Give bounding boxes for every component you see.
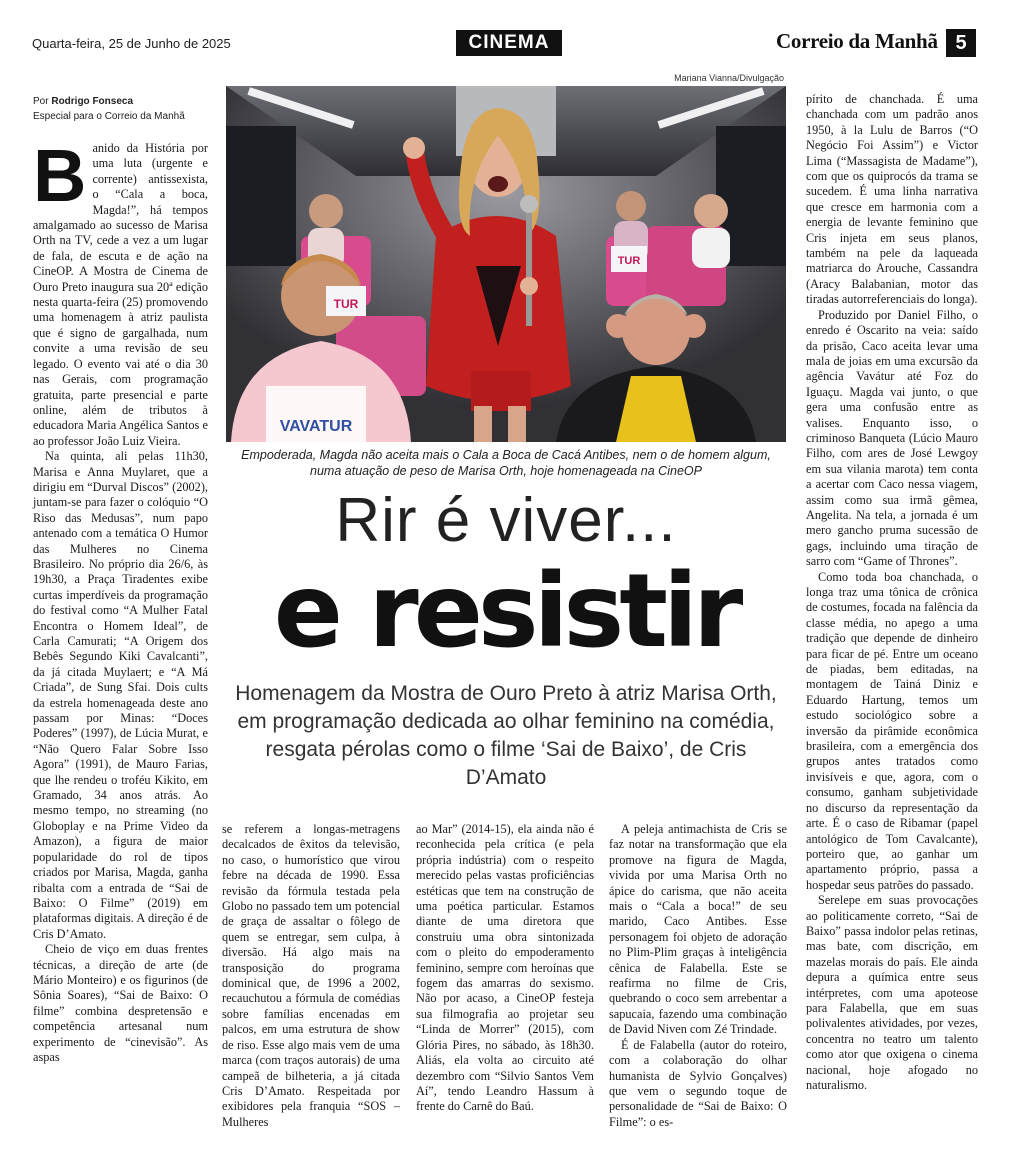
article-column-2 xyxy=(222,822,400,1130)
drop-cap: B xyxy=(33,134,87,217)
byline-role: Especial para o Correio da Manhã xyxy=(33,111,185,122)
paragraph: se referem a longas-metragens decalcados de êxitos da televisão, no caso, o humorístico que virou febre na década de 1990. Essa revisão da fórmula testada pela Globo no passado tem um potencial de graça de assaltar o fôlego de quem se entregar, sem culpa, à diversão. Há algo mais na transposição do programa dominical que, de 1996 a 2002, recauchutou a fórmula de comédias sobre famílias encenadas em palcos, em uma estrutura de show de riso. Esse algo mais vem de uma marca (com traços autorais) de uma campeã de bilheteria, a já citada Cris D’Amato. Respeitada por exibidores pela franquia “SOS – Mulheres xyxy=(222,822,400,1129)
paragraph: Cheio de viço em duas frentes técnicas, a direção de arte (de Mário Monteiro) e os figurinos (de Sônia Soares), “Sai de Baixo: O filme” combina despretensão e competência artesanal num experimento de “cinevisão”. As aspas xyxy=(33,942,208,1064)
article-column-4 xyxy=(609,822,787,1130)
shirt-logo-text: VAVATUR xyxy=(279,418,353,435)
page-number: 5 xyxy=(946,29,976,57)
article-column-1 xyxy=(33,134,208,1065)
headline-deck: Homenagem da Mostra de Ouro Preto à atriz Marisa Orth, em programação dedicada ao olhar feminino na comédia, resgata pérolas como o filme ‘Sai de Baixo’, de Cris D’Amato xyxy=(235,682,777,789)
newspaper-masthead: Correio da Manhã xyxy=(776,29,938,53)
paragraph: anido da História por uma luta (urgente e corrente) antissexista, o “Cala a boca, Magda!”, há tempos amalgamado ao sucesso de Marisa Orth na TV, cede a vez a um lugar de fala, de escuta e de ação na CineOP. A Mostra de Cinema de Ouro Preto inaugura sua 20ª edição nesta quarta-feira (25) promovendo uma homenagem à atriz paulista que é signo de gargalhada, num convite a uma revisão de seu legado. O evento vai até o dia 30 nas Gerais, com programação gratuita, parte presencial e parte online, além de tributos à educadora Maria Angélica Santos e ao professor João Luiz Vieira. xyxy=(33,141,208,448)
seat-sign-text: TUR xyxy=(333,297,359,311)
paragraph: Produzido por Daniel Filho, o enredo é Oscarito na veia: saído da prisão, Caco aceita levar uma mala de joias em uma excursão da agência Vavátur até Foz do Iguaçu. Magda vai junto, o que gera uma confusão entre as valises. Enquanto isso, o criminoso Banqueta (Lúcio Mauro Filho, com ares de José Lewgoy em sua vilania marota) tem conta a acertar com Caco nessa viagem, assim como sua irmã gêmea, Angelita. Na tela, a jornada é um mero gancho pruma sucessão de gags, incluindo uma tiração de sarro com “Game of Thrones”. xyxy=(806,307,978,569)
paragraph: Serelepe em suas provocações ao politicamente correto, “Sai de Baixo” passa indolor pelas retinas, mas bate, com discrição, em mazelas morais do país. Ele ainda depura a química entre seus intérpretes, com uma apoteose para Falabella, que em suas polivalentes atividades, por vezes, concentra no teatro um talento como ator que oxigena o cinema nacional, hoje afogado no naturalismo. xyxy=(806,893,978,1092)
seat-sign-text-2: TUR xyxy=(617,255,641,267)
paragraph: ao Mar” (2014-15), ela ainda não é reconhecida pela crítica (e pela própria indústria) com o respeito merecido pelas vastas proficiências estéticas que tem na construção de uma poética particular. Estamos diante de uma diretora que construiu uma obra sintonizada com o pleito do empoderamento feminino, sempre com heroínas que fogem das amarras do sexismo. Não por acaso, a CineOP festeja sua filmografia ao projetar seu “Linda de Morrer” (2015), com Glória Pires, no sábado, às 18h30. Aliás, ela volta ao circuito até dezembro com “Silvio Santos Vem Aí”, tendo Leandro Hassum à frente do Carnê do Baú. xyxy=(416,822,594,1114)
article-photo xyxy=(226,86,786,442)
bus-scene-illustration xyxy=(226,86,786,442)
paragraph: É de Falabella (autor do roteiro, com a colaboração do olhar humanista de Sylvio Gonçalves) que vem o segundo toque de personalidade de “Sai de Baixo: O Filme”: o es- xyxy=(609,1037,787,1129)
paragraph: A peleja antimachista de Cris se faz notar na transformação que ela promove na figura de Magda, vivida por uma Marisa Orth no ápice do carisma, que não aceita mais o “Cala a boca!” de seu marido, Caco Antibes. Esse personagem foi objeto de adoração no Plim-Plim graças à inteligência cênica de Falabella. Este se reafirma no filme de Cris, quebrando o coco sem arrebentar a sapucaia, fazendo uma combinação de David Niven com Zé Trindade. xyxy=(609,822,787,1037)
paragraph: Na quinta, ali pelas 11h30, Marisa e Anna Muylaret, que a dirigiu em “Durval Discos” (2002), juntam-se para fazer o colóquio “O Riso das Medusas”, num papo antenado com a temática O Humor das Mulheres no Cinema Brasileiro. No próprio dia 26/6, às 19h30, a Praça Tiradentes exibe curtas imperdíveis da programação do festival como “A Mulher Fatal Encontra o Homem Ideal”, de Carla Camurati; “A Origem dos Bebês Segundo Kiki Cavalcanti”, da já citada Muylaert; e “A Má Criada”, de Sung Sfai. Dois cults da estrela homenageada deste ano passam por Minas: “Doces Poderes” (1997), de Lúcia Murat, e “Não Quero Falar Sobre Isso Agora” (1991), de Mauro Farias, que lhe rendeu o troféu Kikito, em Gramado, 34 anos atrás. Ao mesmo tempo, no streaming (no Globoplay e na Prime Video da Amazon), a figura de maior popularidade do rol de tipos criados por Marisa, Magda, ganha ribalta com a entrada de “Sai de Baixo: O Filme” (2019) em plataformas digitais. A direção é de Cris D’Amato. xyxy=(33,449,208,941)
issue-date: Quarta-feira, 25 de Junho de 2025 xyxy=(32,36,231,51)
section-label: CINEMA xyxy=(456,30,562,56)
byline-prefix: Por xyxy=(33,96,49,107)
photo-credit: Mariana Vianna/Divulgação xyxy=(674,73,784,83)
paragraph: Como toda boa chanchada, o longa traz uma tônica de crônica de costumes, focada na falência da classe média, no apego a uma tradição que depende de dinheiro para ficar de pé. Entre um oceano de piadas, bem editadas, na montagem de Tainá Diniz e Eduardo Hartung, temos um estudo sociológico sobre a inversão da pirâmide econômica brasileira, com a emergência dos grupos antes tratados como invisíveis e que, agora, com o consumo, ganham subjetividade no discurso da representação da arte. É o caso de Ribamar (papel antológico de Tom Cavalcante), porteiro que, ao ganhar um apartamento próprio, passa a hospedar seus patrões do passado. xyxy=(806,569,978,892)
headline-line-2: e resistir xyxy=(273,552,739,671)
byline-author: Rodrigo Fonseca xyxy=(51,96,134,107)
paragraph: pírito de chanchada. É uma chanchada com um padrão anos 1950, à la Lulu de Barros (“O Negócio Foi Assim”) e Victor Lima (“Massagista de Madame”), com que os quiprocós da trama se sucedem. É uma linha narrativa que cresce em harmonia com a energia de levante feminino que Cris injeta em seus planos, também na pele da laqueada matriarca do Arouche, Cassandra (Aracy Balabanian, motor das tiradas autorreferenciais do longa). xyxy=(806,92,978,307)
byline xyxy=(33,94,185,124)
article-column-3 xyxy=(416,822,594,1115)
headline-line-1: Rir é viver... xyxy=(335,486,677,555)
article-column-5 xyxy=(806,92,978,1093)
photo-caption: Empoderada, Magda não aceita mais o Cala a Boca de Cacá Antibes, nem o de homem algum, numa atuação de peso de Marisa Orth, hoje homenageada na CineOP xyxy=(241,448,771,478)
